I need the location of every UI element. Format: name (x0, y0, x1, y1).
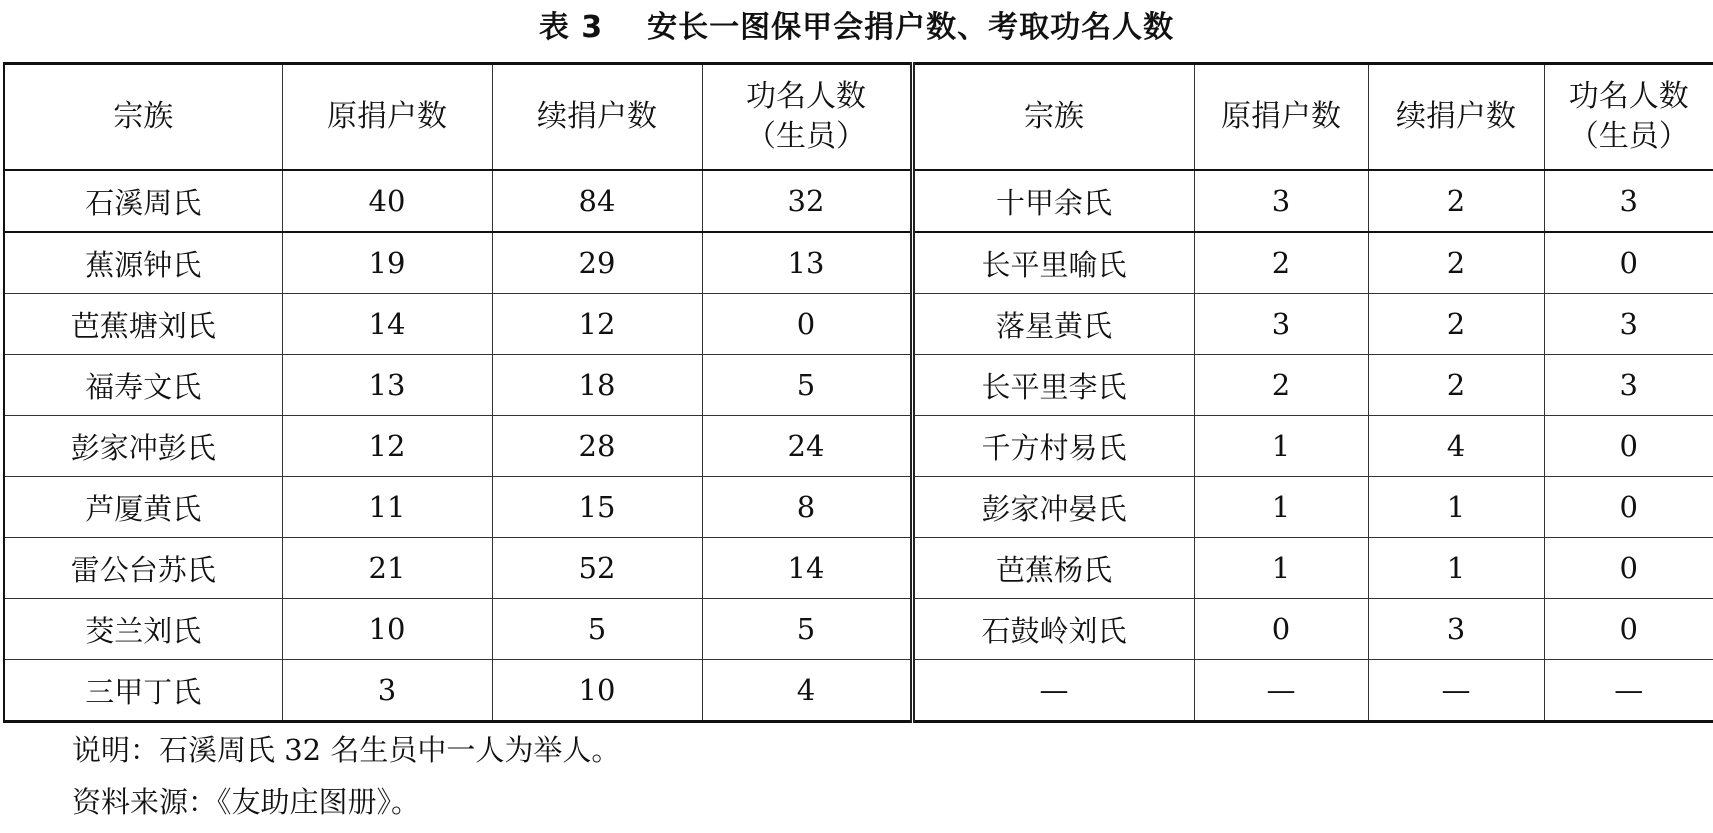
table-row (4, 538, 1713, 599)
table-row (4, 170, 1713, 232)
table-row (4, 232, 1713, 294)
left-clan-cell: 芭蕉塘刘氏 (4, 294, 282, 355)
right-degree-cell: 0 (1544, 599, 1713, 660)
right-continued-cell: 3 (1368, 599, 1544, 660)
left-continued-cell: 52 (492, 538, 702, 599)
right-clan-cell: 彭家冲晏氏 (912, 477, 1194, 538)
header-degree-right (1544, 64, 1713, 171)
left-clan-cell: 雷公台苏氏 (4, 538, 282, 599)
right-degree-cell: — (1544, 660, 1713, 722)
right-clan-cell: 长平里李氏 (912, 355, 1194, 416)
left-clan-cell: 蕉源钟氏 (4, 232, 282, 294)
left-degree-cell: 32 (702, 170, 912, 232)
right-degree-cell: 0 (1544, 416, 1713, 477)
left-original-cell: 40 (282, 170, 492, 232)
left-degree-cell: 4 (702, 660, 912, 722)
left-clan-cell: 芦厦黄氏 (4, 477, 282, 538)
header-clan-left: 宗族 (4, 64, 282, 171)
table-row (4, 355, 1713, 416)
header-degree-left-line1: 功名人数 (746, 79, 866, 114)
right-original-cell: 1 (1194, 416, 1368, 477)
right-original-cell: 1 (1194, 477, 1368, 538)
left-continued-cell: 12 (492, 294, 702, 355)
right-clan-cell: 长平里喻氏 (912, 232, 1194, 294)
left-continued-cell: 28 (492, 416, 702, 477)
left-degree-cell: 13 (702, 232, 912, 294)
right-clan-cell: 千方村易氏 (912, 416, 1194, 477)
left-original-cell: 13 (282, 355, 492, 416)
right-degree-cell: 3 (1544, 355, 1713, 416)
right-degree-cell: 0 (1544, 477, 1713, 538)
header-original-left: 原捐户数 (282, 64, 492, 171)
left-clan-cell: 石溪周氏 (4, 170, 282, 232)
left-continued-cell: 18 (492, 355, 702, 416)
header-clan-right: 宗族 (912, 64, 1194, 171)
left-original-cell: 10 (282, 599, 492, 660)
right-original-cell: — (1194, 660, 1368, 722)
left-original-cell: 11 (282, 477, 492, 538)
left-original-cell: 12 (282, 416, 492, 477)
left-degree-cell: 5 (702, 355, 912, 416)
right-continued-cell: 1 (1368, 538, 1544, 599)
right-clan-cell: — (912, 660, 1194, 722)
explanation-note: 说明：石溪周氏 32 名生员中一人为举人。 (72, 733, 621, 767)
header-degree-right-line1: 功名人数 (1568, 79, 1689, 114)
left-continued-cell: 5 (492, 599, 702, 660)
table-title: 安长一图保甲会捐户数、考取功名人数 (647, 10, 1175, 45)
right-original-cell: 1 (1194, 538, 1368, 599)
header-degree-left (702, 64, 912, 171)
left-degree-cell: 0 (702, 294, 912, 355)
left-continued-cell: 15 (492, 477, 702, 538)
right-original-cell: 2 (1194, 232, 1368, 294)
left-clan-cell: 三甲丁氏 (4, 660, 282, 722)
right-continued-cell: 2 (1368, 294, 1544, 355)
left-clan-cell: 茭兰刘氏 (4, 599, 282, 660)
left-degree-cell: 14 (702, 538, 912, 599)
right-degree-cell: 0 (1544, 232, 1713, 294)
left-clan-cell: 福寿文氏 (4, 355, 282, 416)
table-row (4, 599, 1713, 660)
left-continued-cell: 10 (492, 660, 702, 722)
right-continued-cell: 2 (1368, 170, 1544, 232)
left-continued-cell: 84 (492, 170, 702, 232)
header-continued-right: 续捐户数 (1368, 64, 1544, 171)
right-clan-cell: 芭蕉杨氏 (912, 538, 1194, 599)
header-continued-left: 续捐户数 (492, 64, 702, 171)
right-original-cell: 3 (1194, 294, 1368, 355)
left-continued-cell: 29 (492, 232, 702, 294)
right-original-cell: 0 (1194, 599, 1368, 660)
right-clan-cell: 石鼓岭刘氏 (912, 599, 1194, 660)
table-row (4, 416, 1713, 477)
right-continued-cell: 1 (1368, 477, 1544, 538)
header-row (4, 64, 1713, 171)
right-original-cell: 3 (1194, 170, 1368, 232)
table-row (4, 477, 1713, 538)
header-degree-right-line2: （生员） (1568, 119, 1689, 154)
right-continued-cell: 2 (1368, 232, 1544, 294)
right-clan-cell: 落星黄氏 (912, 294, 1194, 355)
table-number: 表 3 (538, 10, 604, 45)
right-continued-cell: 4 (1368, 416, 1544, 477)
right-continued-cell: 2 (1368, 355, 1544, 416)
left-degree-cell: 8 (702, 477, 912, 538)
right-degree-cell: 3 (1544, 170, 1713, 232)
table-caption (0, 6, 1713, 50)
left-original-cell: 3 (282, 660, 492, 722)
header-original-right: 原捐户数 (1194, 64, 1368, 171)
right-degree-cell: 3 (1544, 294, 1713, 355)
right-clan-cell: 十甲余氏 (912, 170, 1194, 232)
left-degree-cell: 5 (702, 599, 912, 660)
left-clan-cell: 彭家冲彭氏 (4, 416, 282, 477)
header-degree-left-line2: （生员） (746, 119, 866, 154)
right-continued-cell: — (1368, 660, 1544, 722)
left-original-cell: 14 (282, 294, 492, 355)
left-original-cell: 21 (282, 538, 492, 599)
table-row (4, 294, 1713, 355)
left-original-cell: 19 (282, 232, 492, 294)
clan-donation-table (3, 62, 1713, 723)
source-note: 资料来源：《友助庄图册》。 (72, 785, 421, 819)
right-degree-cell: 0 (1544, 538, 1713, 599)
right-original-cell: 2 (1194, 355, 1368, 416)
table-notes (72, 724, 620, 828)
table-row (4, 660, 1713, 722)
left-degree-cell: 24 (702, 416, 912, 477)
